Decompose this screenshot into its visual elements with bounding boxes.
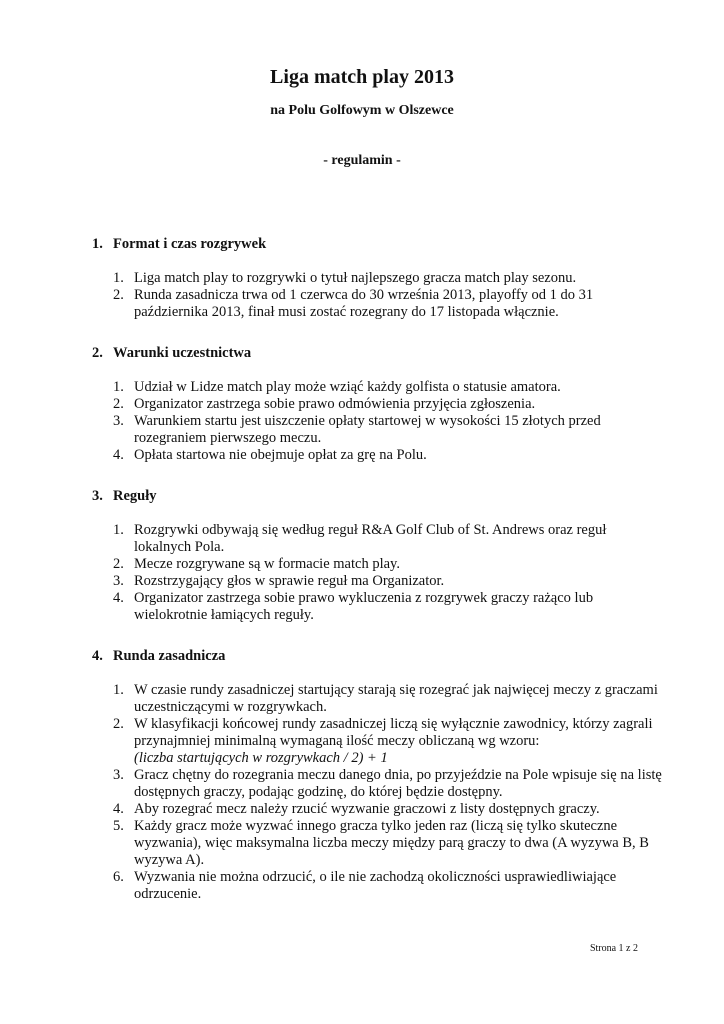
list-item-text: Gracz chętny do rozegrania meczu danego dnia, po przyjeździe na Pole wpisuje się na listę dostępnych graczy, podając godzinę, do której będzie dostępny. — [134, 767, 662, 800]
list-item-text: Udział w Lidze match play może wziąć każdy golfista o statusie amatora. — [134, 379, 561, 395]
section-number: 1. — [92, 236, 103, 252]
list-item-number: 1. — [113, 379, 124, 395]
list-item-text: Organizator zastrzega sobie prawo wykluczenia z rozgrywek graczy rażąco lub wielokrotnie łamiących reguły. — [134, 590, 594, 623]
list-item-text: Mecze rozgrywane są w formacie match play. — [134, 556, 400, 572]
section — [92, 648, 662, 903]
section-heading — [92, 648, 662, 665]
list-item-text-wrap — [134, 818, 662, 869]
section-items — [92, 379, 662, 464]
section-number: 2. — [92, 345, 103, 361]
list-item-text: Runda zasadnicza trwa od 1 czerwca do 30 września 2013, playoffy od 1 do 31 października 2013, finał musi zostać rozegrany do 17 listopada włącznie. — [134, 287, 594, 320]
list-item-text-wrap — [134, 573, 662, 590]
section-heading — [92, 236, 662, 253]
section — [92, 345, 662, 464]
section-items — [92, 270, 662, 321]
list-item-text-wrap — [134, 556, 662, 573]
list-item-text: Rozgrywki odbywają się według reguł R&A Golf Club of St. Andrews oraz reguł lokalnych Pola. — [134, 522, 607, 555]
document-subtitle: na Polu Golfowym w Olszewce — [270, 103, 454, 118]
list-item-number: 1. — [113, 682, 124, 698]
section-heading-text: Format i czas rozgrywek — [113, 236, 267, 252]
list-item — [113, 590, 662, 624]
list-item-number: 5. — [113, 818, 124, 834]
list-item-text: Liga match play to rozgrywki o tytuł najlepszego gracza match play sezonu. — [134, 270, 577, 286]
section-heading-text: Reguły — [113, 488, 157, 504]
list-item — [113, 379, 662, 396]
list-item — [113, 287, 662, 321]
section-number: 4. — [92, 648, 103, 664]
list-item-text-wrap — [134, 767, 662, 801]
list-item-number: 2. — [113, 556, 124, 572]
list-item-number: 2. — [113, 287, 124, 303]
regulation-label: - regulamin - — [323, 153, 401, 168]
list-item-number: 3. — [113, 413, 124, 429]
list-item — [113, 270, 662, 287]
list-item — [113, 767, 662, 801]
section-heading-text: Runda zasadnicza — [113, 648, 226, 664]
document-title: Liga match play 2013 — [270, 66, 454, 88]
list-item-number: 3. — [113, 573, 124, 589]
list-item-number: 1. — [113, 522, 124, 538]
section — [92, 488, 662, 624]
list-item-text-wrap — [134, 413, 662, 447]
page-number: Strona 1 z 2 — [589, 943, 638, 954]
list-item-text-wrap — [134, 869, 662, 903]
list-item — [113, 801, 662, 818]
list-item-text: Wyzwania nie można odrzucić, o ile nie zachodzą okoliczności usprawiedliwiające odrzucenie. — [134, 869, 617, 902]
list-item — [113, 522, 662, 556]
list-item-text: W czasie rundy zasadniczej startujący starają się rozegrać jak najwięcej meczy z graczami uczestniczącymi w rozgrywkach. — [134, 682, 658, 715]
section-items — [92, 522, 662, 624]
section-heading — [92, 345, 662, 362]
list-item-number: 4. — [113, 590, 124, 606]
list-item-number: 4. — [113, 801, 124, 817]
list-item-text-wrap — [134, 270, 662, 287]
list-item-text: Opłata startowa nie obejmuje opłat za grę na Polu. — [134, 447, 427, 463]
list-item-number: 1. — [113, 270, 124, 286]
list-item — [113, 818, 662, 869]
list-item — [113, 869, 662, 903]
section-heading — [92, 488, 662, 505]
list-item — [113, 413, 662, 447]
list-item-text: Organizator zastrzega sobie prawo odmówienia przyjęcia zgłoszenia. — [134, 396, 536, 412]
list-item-text-wrap — [134, 396, 662, 413]
list-item-text-wrap — [134, 287, 662, 321]
section-heading-text: Warunki uczestnictwa — [113, 345, 252, 361]
list-item — [113, 682, 662, 716]
section-items — [92, 682, 662, 903]
list-item — [113, 573, 662, 590]
section-number: 3. — [92, 488, 103, 504]
list-item-number: 2. — [113, 396, 124, 412]
list-item-text-wrap — [134, 379, 662, 396]
document-body — [92, 236, 662, 927]
list-item-text-wrap — [134, 590, 662, 624]
list-item-text: Każdy gracz może wyzwać innego gracza tylko jeden raz (liczą się tylko skuteczne wyzwania), więc maksymalna liczba meczy między parą graczy to dwa (A wyzywa B, B wyzywa A). — [134, 818, 649, 868]
list-item-number: 4. — [113, 447, 124, 463]
list-item-number: 2. — [113, 716, 124, 732]
list-item-text: Aby rozegrać mecz należy rzucić wyzwanie graczowi z listy dostępnych graczy. — [134, 801, 600, 817]
list-item-text-wrap — [134, 716, 662, 767]
list-item-text: W klasyfikacji końcowej rundy zasadniczej liczą się wyłącznie zawodnicy, którzy zagrali przynajmniej minimalną wymaganą ilość meczy obliczaną wg wzoru: — [134, 716, 653, 749]
list-item — [113, 396, 662, 413]
list-item — [113, 716, 662, 767]
formula: (liczba startujących w rozgrywkach / 2) + 1 — [134, 750, 388, 766]
list-item-text: Rozstrzygający głos w sprawie reguł ma Organizator. — [134, 573, 445, 589]
section — [92, 236, 662, 321]
list-item — [113, 447, 662, 464]
list-item-text-wrap — [134, 801, 662, 818]
list-item-number: 3. — [113, 767, 124, 783]
list-item-text-wrap — [134, 682, 662, 716]
list-item — [113, 556, 662, 573]
list-item-number: 6. — [113, 869, 124, 885]
list-item-text-wrap — [134, 522, 662, 556]
list-item-text: Warunkiem startu jest uiszczenie opłaty startowej w wysokości 15 złotych przed rozegraniem pierwszego meczu. — [134, 413, 601, 446]
list-item-text-wrap — [134, 447, 662, 464]
